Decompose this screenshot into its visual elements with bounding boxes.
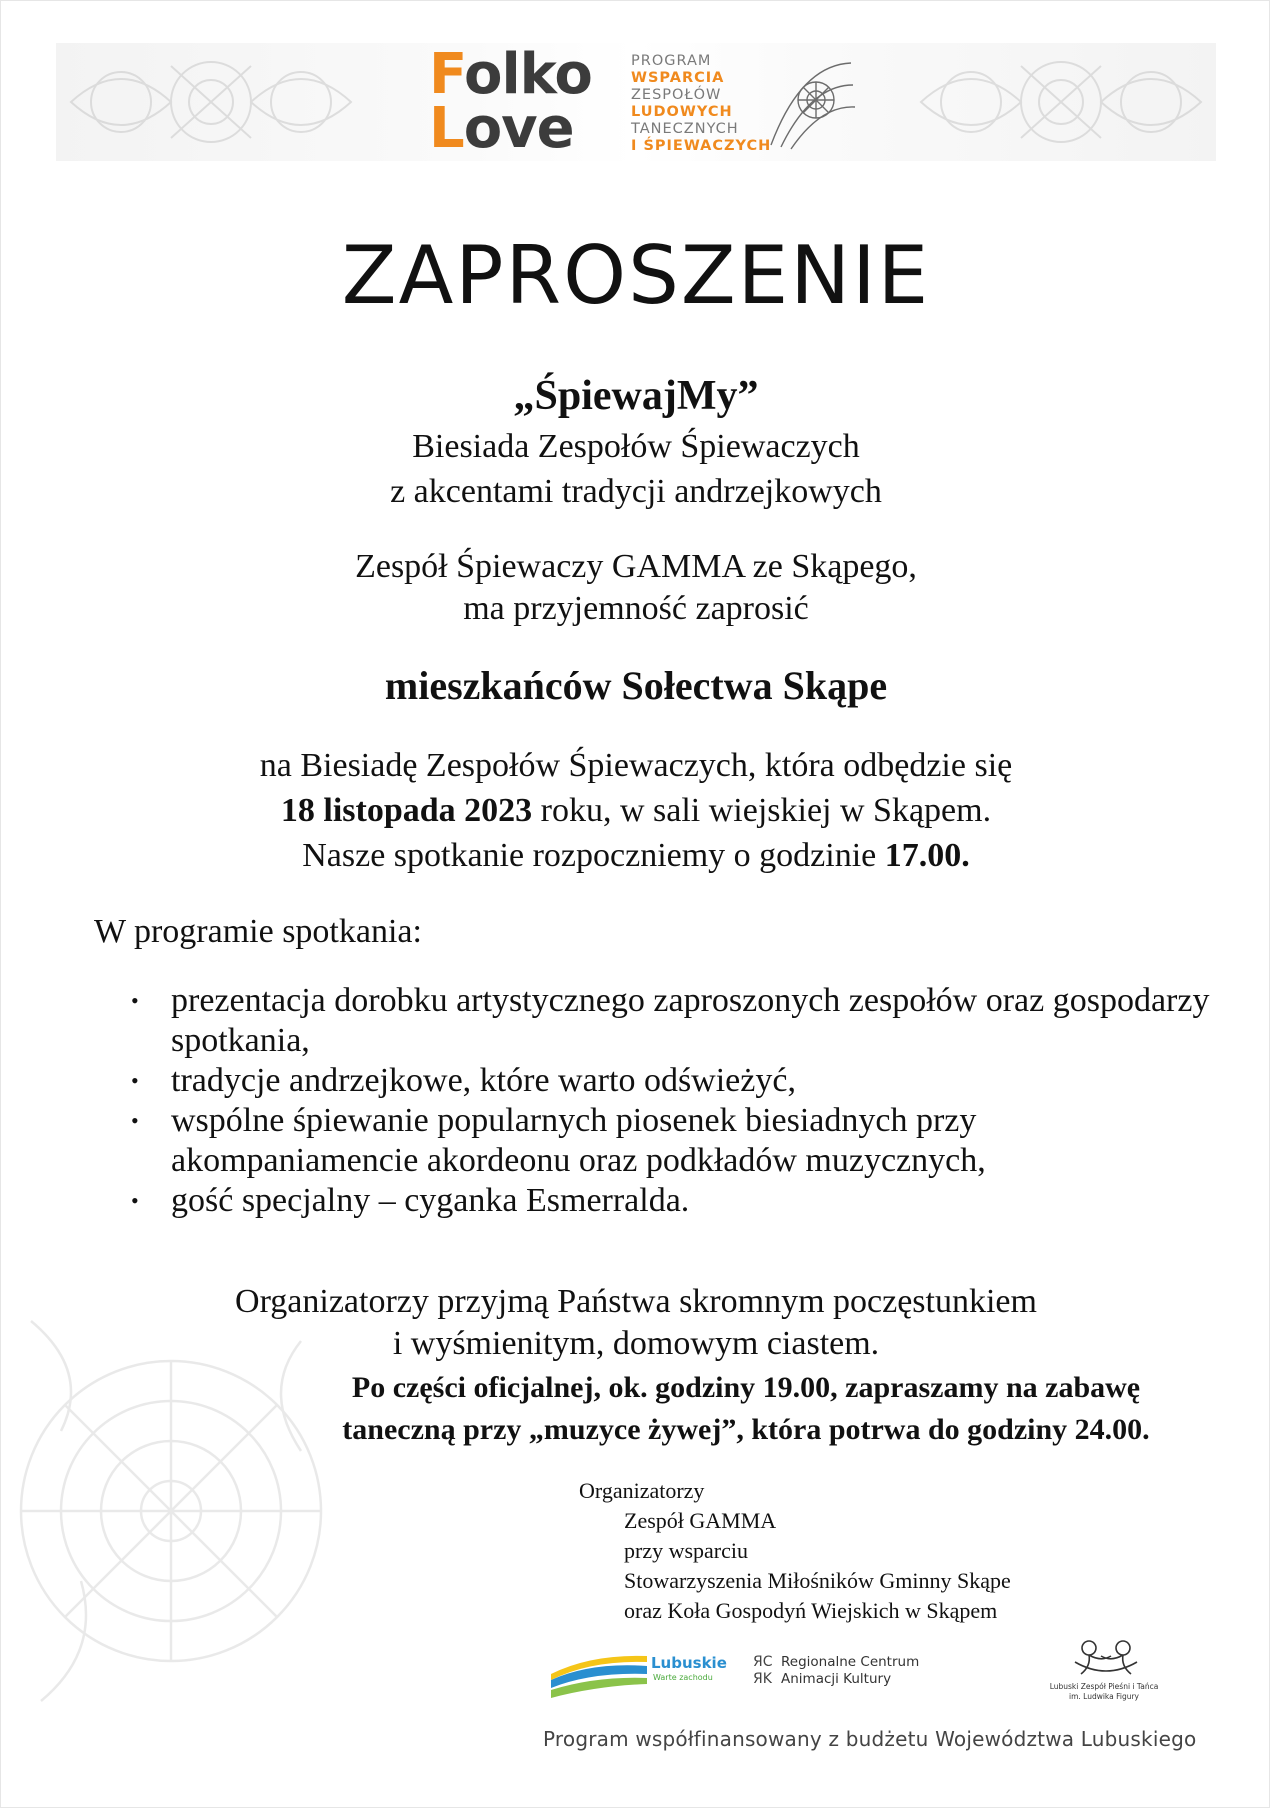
- guests-heading: mieszkańców Sołectwa Skąpe: [384, 663, 888, 708]
- invitation-line-3: [1, 833, 1270, 878]
- lace-pattern-right-icon: [911, 46, 1211, 158]
- rcak-line-1: Regionalne Centrum: [781, 1654, 920, 1670]
- host-line-2: ma przyjemność zaprosić: [463, 590, 809, 627]
- lace-emblem-icon: [761, 55, 856, 155]
- event-name: „ŚpiewajMy”: [513, 373, 759, 419]
- list-item: • wspólne śpiewanie popularnych piosenek biesiadnych przy akompaniamencie akordeonu oraz podkładów muzycznych,: [131, 1102, 986, 1179]
- page-title: ZAPROSZENIE: [341, 229, 931, 322]
- rcak-logo: [753, 1654, 920, 1688]
- logo-love: Love: [429, 96, 574, 161]
- signature-label: Organizatorzy: [579, 1478, 705, 1503]
- bullet-icon: •: [131, 988, 139, 1013]
- cofinanced-footer: Program współfinansowany z budżetu Województwa Lubuskiego: [543, 1727, 1197, 1751]
- party-line-1: Po części oficjalnej, ok. godziny 19.00, zapraszamy na zabawę: [351, 1371, 1141, 1404]
- list-item: • prezentacja dorobku artystycznego zaproszonych zespołów oraz gospodarzy spotkania,: [131, 982, 1210, 1059]
- party-line-2: taneczną przy „muzyce żywej”, która potrwa do godziny 24.00.: [342, 1413, 1150, 1446]
- rcak-mark-icon: ЯC ЯK: [753, 1654, 773, 1687]
- invitation-line-1: na Biesiadę Zespołów Śpiewaczych, która odbędzie się: [259, 747, 1013, 784]
- event-date: 18 listopada 2023: [280, 792, 533, 829]
- host-line-1: Zespół Śpiewaczy GAMMA ze Skąpego,: [355, 548, 917, 585]
- list-item: • tradycje andrzejkowe, które warto odświeżyć,: [131, 1062, 796, 1099]
- bullet-icon: •: [131, 1068, 139, 1093]
- invitation-line-2: [1, 788, 1270, 833]
- invitation-place: roku, w sali wiejskiej w Skąpem.: [532, 792, 992, 829]
- bullet-icon: •: [131, 1188, 139, 1213]
- logo-program-text: PROGRAM WSPARCIA ZESPOŁÓW LUDOWYCH TANECZNYCH I ŚPIEWACZYCH: [631, 53, 772, 154]
- list-item: • gość specjalny – cyganka Esmerralda.: [131, 1182, 690, 1219]
- signature-line: Stowarzyszenia Miłośników Gminny Skąpe: [624, 1568, 1011, 1593]
- refreshments-line-2: i wyśmienitym, domowym ciastem.: [392, 1325, 880, 1362]
- bullet-icon: •: [131, 1108, 139, 1133]
- program-heading: W programie spotkania:: [94, 913, 422, 950]
- event-time: 17.00.: [884, 837, 970, 874]
- program-list: [131, 981, 1211, 1221]
- logo-folko: Folko: [429, 42, 592, 107]
- folkolove-logo: [421, 42, 861, 162]
- organizers-signature: [579, 1476, 1011, 1626]
- lubuskie-logo-icon: [551, 1648, 651, 1698]
- refreshments-line-1: Organizatorzy przyjmą Państwa skromnym poczęstunkiem: [235, 1283, 1037, 1320]
- signature-line: przy wsparciu: [624, 1538, 749, 1563]
- event-subtitle-2: z akcentami tradycji andrzejkowych: [390, 473, 882, 510]
- rcak-line-2: Animacji Kultury: [781, 1671, 892, 1687]
- event-subtitle-1: Biesiada Zespołów Śpiewaczych: [412, 428, 860, 465]
- lace-pattern-left-icon: [61, 46, 361, 158]
- signature-line: oraz Koła Gospodyń Wiejskich w Skąpem: [624, 1598, 998, 1623]
- zespol-label: Lubuski Zespół Pieśni i Tańca im. Ludwika Figury: [1049, 1682, 1159, 1701]
- partner-logos: [541, 1626, 1221, 1716]
- lubuskie-label: Lubuskie: [651, 1654, 727, 1672]
- signature-line: Zespół GAMMA: [624, 1508, 777, 1533]
- invitation-start-text: Nasze spotkanie rozpoczniemy o godzinie: [302, 837, 885, 874]
- lubuskie-tagline: Warte zachodu: [653, 1673, 713, 1682]
- dancers-logo-icon: [1031, 1634, 1181, 1680]
- party-announcement: [266, 1367, 1226, 1451]
